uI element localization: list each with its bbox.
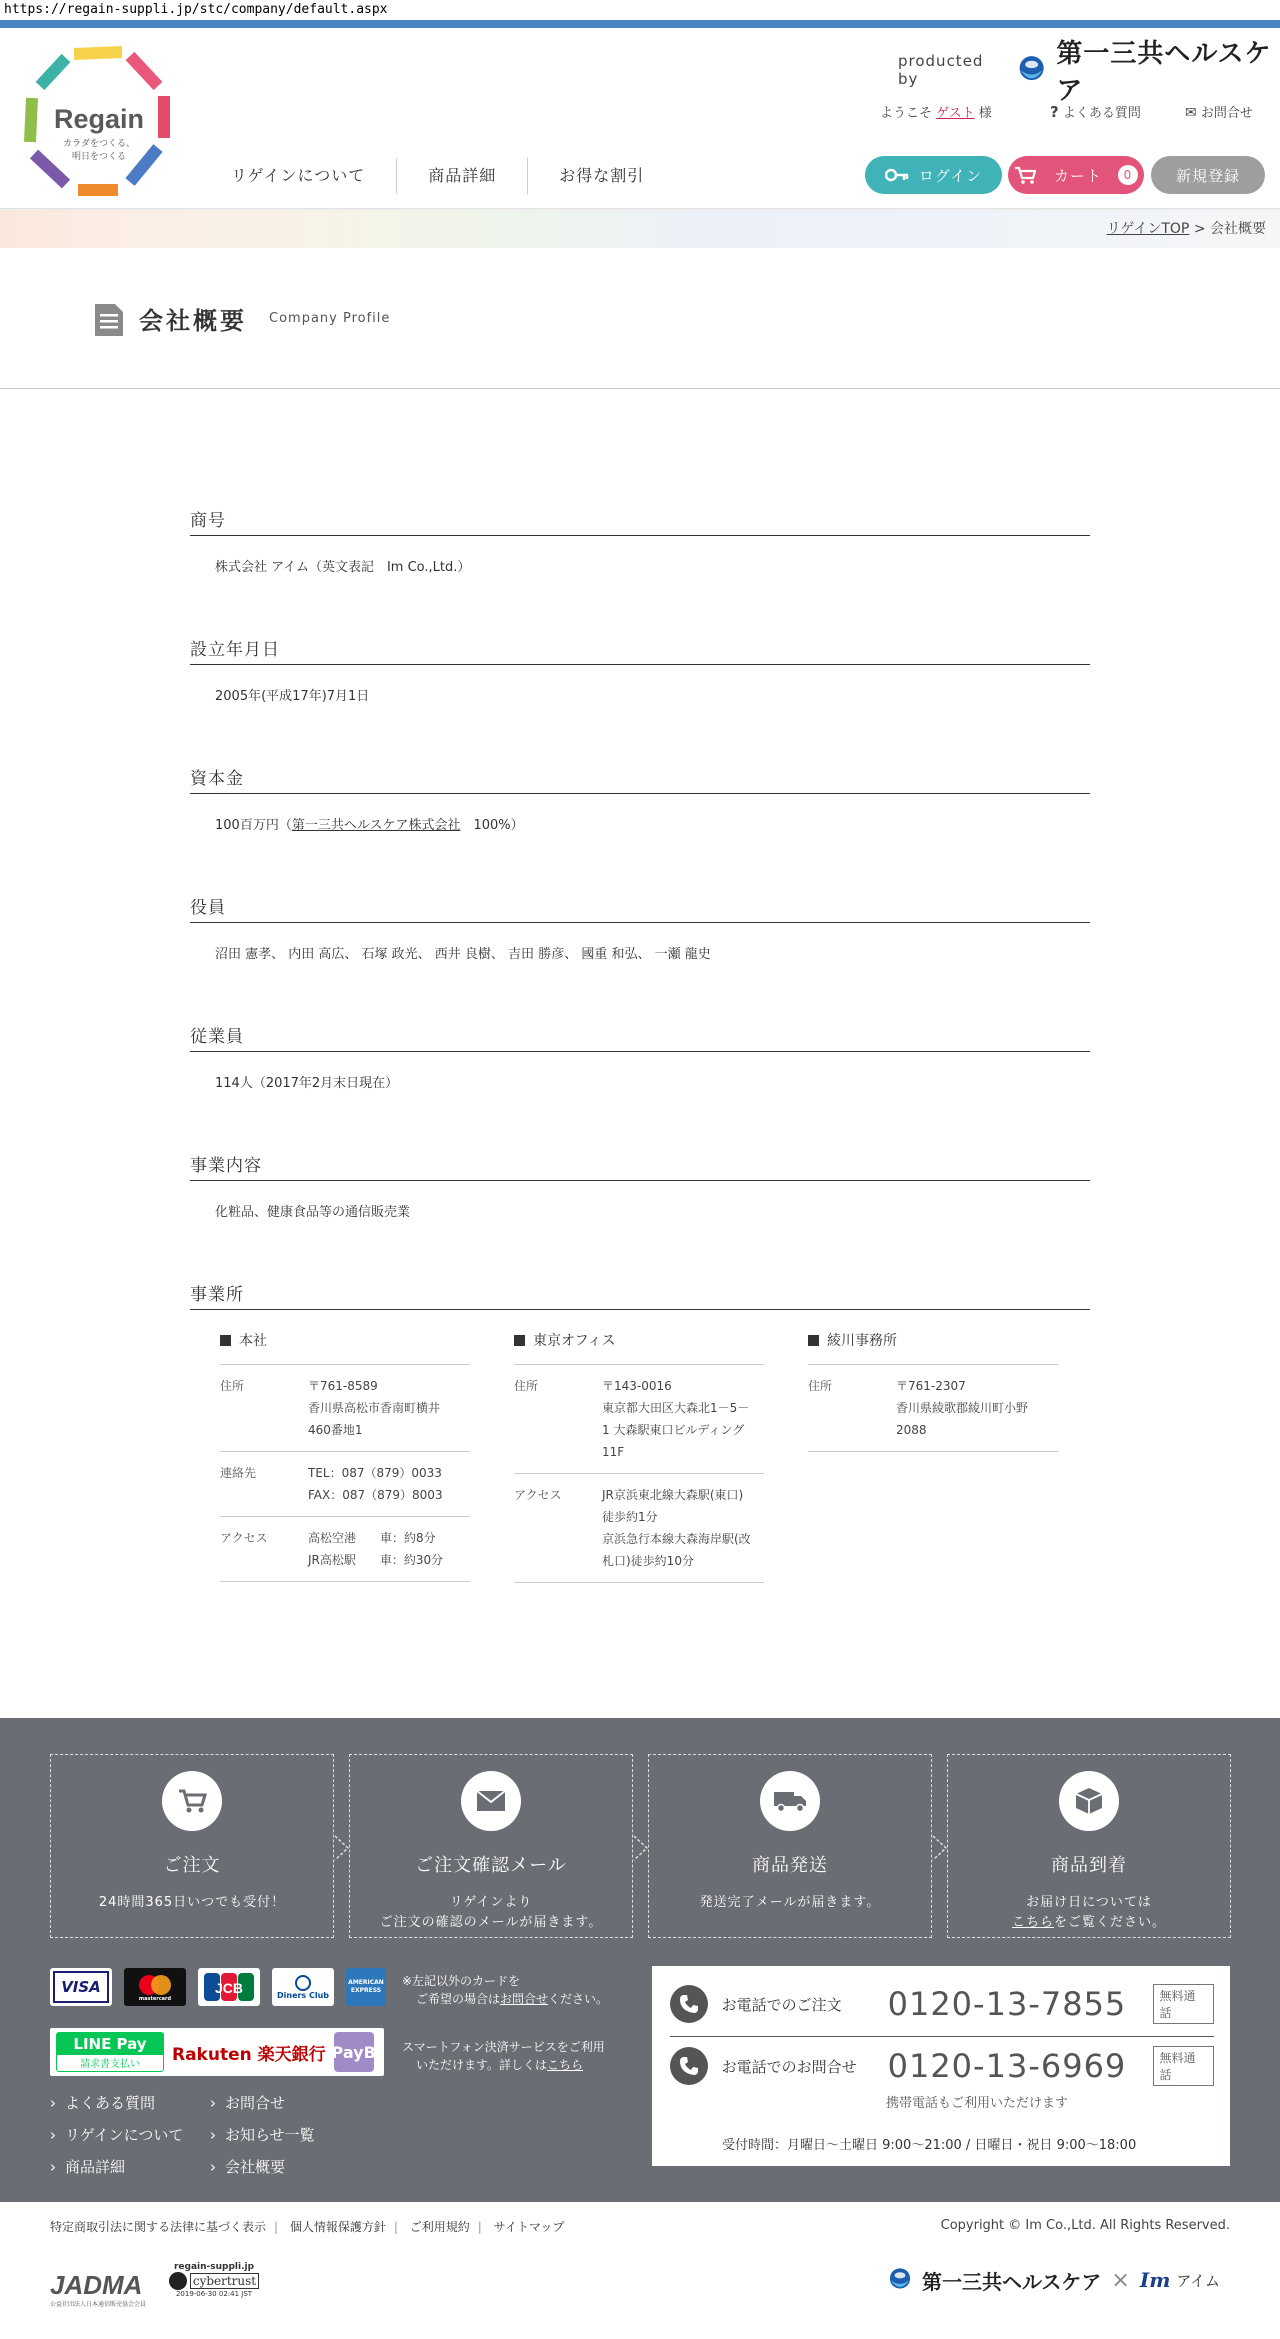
cybertrust-seal[interactable]: regain-suppli.jp cybertrust 2019-06-30 02:41 JST xyxy=(168,2262,260,2318)
smartpay-details-link[interactable]: こちら xyxy=(547,2058,584,2072)
inquiry-phone-number[interactable]: 0120-13-6969 xyxy=(887,2047,1127,2085)
section-body: 100百万円（第一三共ヘルスケア株式会社 100%） xyxy=(215,818,524,833)
section-title: 商号 xyxy=(190,506,1090,536)
cart-icon xyxy=(1014,166,1036,184)
cart-count-badge: 0 xyxy=(1118,165,1138,185)
phone-divider xyxy=(670,2036,1214,2037)
key-icon xyxy=(885,168,909,182)
section-title: 事業所 xyxy=(190,1280,1090,1310)
section-capital xyxy=(190,764,1090,833)
svg-text:カラダをつくる、: カラダをつくる、 xyxy=(63,139,135,149)
section-body: 沼田 憲孝、 内田 高広、 石塚 政光、 西井 良樹、 吉田 勝彦、 國重 和弘、 一瀬 龍史 xyxy=(215,947,711,962)
faq-link[interactable]: ? よくある質問 xyxy=(1050,103,1141,121)
legal-link-terms[interactable]: ご利用規約 xyxy=(409,2220,470,2234)
legal-link-tokutei[interactable]: 特定商取引法に関する法律に基づく表示 xyxy=(50,2220,267,2234)
section-offices xyxy=(190,1280,1090,1310)
copyright: Copyright © Im Co.,Ltd. All Rights Reserved. xyxy=(940,2218,1230,2233)
page-title xyxy=(95,300,390,336)
nav-discounts[interactable]: お得な割引 xyxy=(559,166,645,185)
step-shipping xyxy=(648,1754,932,1938)
office-name: 綾川事務所 xyxy=(808,1330,1058,1365)
footer-link-contact[interactable]: › お問合せ xyxy=(210,2092,285,2113)
step-desc: 発送完了メールが届きます。 xyxy=(699,1895,881,1910)
legal-links: 特定商取引法に関する法律に基づく表示 | 個人情報保護方針 | ご利用規約 | サイトマップ xyxy=(50,2220,565,2234)
rainbow-band xyxy=(0,210,1280,248)
welcome-text: ようこそ ゲスト 様 xyxy=(880,106,992,121)
jadma-logo[interactable] xyxy=(48,2266,160,2310)
footer-link-products[interactable]: › 商品詳細 xyxy=(50,2156,125,2177)
breadcrumb: リゲインTOP > 会社概要 xyxy=(1106,221,1266,237)
office-name: 本社 xyxy=(220,1330,470,1365)
svg-text:明日をつくる: 明日をつくる xyxy=(71,152,127,162)
daiichi-sankyo-icon xyxy=(886,2266,914,2294)
amex-icon: AMERICAN EXPRESS xyxy=(346,1968,386,2006)
section-body: 化粧品、健康食品等の通信販売業 xyxy=(215,1205,411,1220)
phone-inquiry-row: お電話でのお問合せ 0120-13-6969 無料通話 xyxy=(670,2040,1214,2092)
step-desc: 24時間365日いつでも受付！ xyxy=(98,1895,286,1910)
office-row: 住所 〒761-8589 香川県高松市香南町横井 460番地1 xyxy=(220,1365,470,1452)
step-title: ご注文 xyxy=(163,1855,221,1876)
footer-brands: 第一三共ヘルスケア × Im アイム xyxy=(886,2262,1220,2298)
step-arrow-icon xyxy=(932,1835,948,1861)
parent-company-link[interactable]: 第一三共ヘルスケア株式会社 xyxy=(291,818,461,833)
step-title: 商品発送 xyxy=(752,1855,828,1876)
box-icon xyxy=(1074,1786,1104,1816)
delivery-date-link[interactable]: こちら xyxy=(1011,1915,1054,1930)
section-body: 114人（2017年2月末日現在） xyxy=(215,1076,399,1091)
page-title-en: Company Profile xyxy=(269,310,391,326)
producer-brand xyxy=(898,39,1280,106)
svg-text:公益社団法人日本通信販売協会会員: 公益社団法人日本通信販売協会会員 xyxy=(50,2301,147,2308)
payb-icon: PayB xyxy=(334,2032,374,2072)
step-desc: お届け日については こちらをご覧ください。 xyxy=(1011,1895,1167,1930)
linepay-icon: LINE Pay 請求書支払い xyxy=(56,2032,164,2072)
office-row: 住所 〒761-2307 香川県綾歌郡綾川町小野 2088 xyxy=(808,1365,1058,1452)
office-row: アクセス JR京浜東北線大森駅(東口) 徒歩約1分 京浜急行本線大森海岸駅(改 札口)徒歩約10分 xyxy=(514,1474,764,1583)
section-officers xyxy=(190,893,1090,962)
footer-link-news[interactable]: › お知らせ一覧 xyxy=(210,2124,315,2145)
nav-about-regain[interactable]: リゲインについて xyxy=(200,158,397,194)
diners-club-icon: Diners Club xyxy=(272,1968,334,2006)
regain-logo[interactable] xyxy=(18,42,180,200)
section-title: 事業内容 xyxy=(190,1151,1090,1181)
mail-icon: ✉ xyxy=(1185,105,1197,121)
question-icon: ? xyxy=(1050,103,1059,121)
contact-link[interactable]: ✉ お問合せ xyxy=(1185,105,1253,121)
footer-link-about[interactable]: › リゲインについて xyxy=(50,2124,183,2145)
office-name: 東京オフィス xyxy=(514,1330,764,1365)
cart-button[interactable]: カート 0 xyxy=(1008,156,1144,194)
section-founded xyxy=(190,635,1090,704)
step-arrow-icon xyxy=(334,1835,350,1861)
card-contact-link[interactable]: お問合せ xyxy=(500,1992,549,2006)
section-title: 資本金 xyxy=(190,764,1090,794)
free-call-badge: 無料通話 xyxy=(1153,2046,1214,2086)
office-row: 住所 〒143-0016 東京都大田区大森北1－5－ 1 大森駅東口ビルディング 11F xyxy=(514,1365,764,1474)
card-logos xyxy=(50,1968,386,2006)
step-arrival xyxy=(947,1754,1231,1938)
phone-order-row: お電話でのご注文 0120-13-7855 無料通話 xyxy=(670,1978,1214,2030)
global-nav xyxy=(200,156,675,196)
document-icon xyxy=(95,300,123,336)
rakuten-bank-icon: Rakuten 楽天銀行 xyxy=(172,2044,326,2065)
section-business xyxy=(190,1151,1090,1220)
jcb-icon xyxy=(198,1968,260,2006)
step-title: 商品到着 xyxy=(1051,1855,1127,1876)
step-title: ご注文確認メール xyxy=(415,1855,567,1876)
top-accent-bar xyxy=(0,20,1280,28)
legal-link-sitemap[interactable]: サイトマップ xyxy=(493,2220,565,2234)
order-phone-number[interactable]: 0120-13-7855 xyxy=(887,1985,1127,2023)
guest-link[interactable]: ゲスト xyxy=(936,106,975,121)
section-body: 2005年(平成17年)7月1日 xyxy=(215,689,370,704)
url-bar[interactable]: https://regain-suppli.jp/stc/company/default.aspx xyxy=(0,0,1280,20)
step-arrow-icon xyxy=(633,1835,649,1861)
visa-icon: VISA xyxy=(50,1968,112,2006)
svg-text:mastercard: mastercard xyxy=(138,1996,172,2002)
daiichi-sankyo-icon xyxy=(1015,52,1048,88)
footer-link-faq[interactable]: › よくある質問 xyxy=(50,2092,155,2113)
smartpay-logos xyxy=(50,2028,384,2076)
office-row: 連絡先 TEL：087（879）0033 FAX：087（879）8003 xyxy=(220,1452,470,1517)
register-button[interactable]: 新規登録 xyxy=(1151,156,1265,194)
cart-icon xyxy=(177,1788,207,1814)
free-call-badge: 無料通話 xyxy=(1153,1984,1214,2024)
produced-by-label: producted by xyxy=(898,52,984,88)
page-title-jp: 会社概要 xyxy=(139,306,247,335)
business-hours: 受付時間：月曜日～土曜日 9:00～21:00 / 日曜日・祝日 9:00～18:00 xyxy=(722,2138,1137,2153)
office-head xyxy=(220,1330,470,1583)
seal-icon xyxy=(169,2272,187,2290)
step-confirm-mail xyxy=(349,1754,633,1938)
mail-icon xyxy=(476,1790,506,1812)
truck-icon xyxy=(773,1789,807,1813)
smartpay-note: スマートフォン決済サービスをご利用 いただけます。詳しくはこちら xyxy=(402,2040,605,2072)
nav-products[interactable]: 商品詳細 xyxy=(397,158,528,194)
phone-box xyxy=(652,1966,1230,2166)
svg-text:JCB: JCB xyxy=(214,1980,244,1996)
section-company-name xyxy=(190,506,1090,575)
section-title: 役員 xyxy=(190,893,1090,923)
breadcrumb-current: 会社概要 xyxy=(1210,221,1266,237)
mobile-note: 携帯電話もご利用いただけます xyxy=(886,2096,1069,2111)
mastercard-icon xyxy=(124,1968,186,2006)
section-body: 株式会社 アイム（英文表記 Im Co.,Ltd.） xyxy=(215,560,471,575)
office-row: アクセス 高松空港 車：約8分 JR高松駅 車：約30分 xyxy=(220,1517,470,1582)
svg-text:JADMA: JADMA xyxy=(50,2270,143,2300)
section-employees xyxy=(190,1022,1090,1091)
breadcrumb-home[interactable]: リゲインTOP xyxy=(1106,221,1190,237)
svg-text:Regain: Regain xyxy=(53,104,145,134)
header-shadow xyxy=(0,208,1280,211)
title-divider xyxy=(0,388,1280,389)
step-order xyxy=(50,1754,334,1938)
legal-link-privacy[interactable]: 個人情報保護方針 xyxy=(289,2220,386,2234)
phone-icon xyxy=(670,1985,708,2023)
offices-list xyxy=(220,1330,1060,1583)
card-note: ※左記以外のカードを ご希望の場合はお問合せください。 xyxy=(402,1974,609,2006)
producer-name: 第一三共ヘルスケア xyxy=(1056,39,1272,106)
im-logo: Im xyxy=(1139,2268,1171,2292)
section-title: 設立年月日 xyxy=(190,635,1090,665)
footer-link-company[interactable]: › 会社概要 xyxy=(210,2156,285,2177)
section-title: 従業員 xyxy=(190,1022,1090,1052)
login-button[interactable]: ログイン xyxy=(865,156,1002,194)
office-tokyo xyxy=(514,1330,764,1583)
phone-icon xyxy=(670,2047,708,2085)
step-desc: リゲインより ご注文の確認のメールが届きます。 xyxy=(379,1895,603,1930)
office-ayagawa xyxy=(808,1330,1058,1583)
